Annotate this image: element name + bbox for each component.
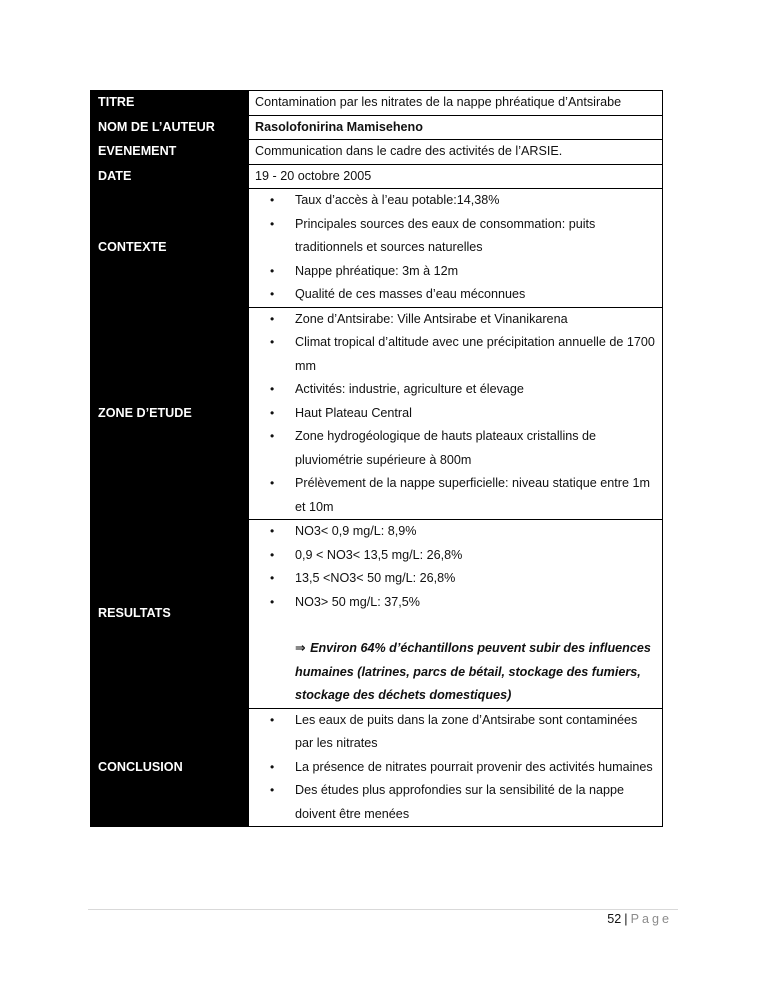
bullet-icon: • [270, 263, 275, 278]
value-contexte [249, 189, 663, 308]
list-item: • Des études plus approfondies sur la sensibilité de la nappe doivent être menées [295, 779, 656, 826]
row-contexte [91, 189, 663, 308]
bullet-icon: • [270, 287, 275, 301]
footer-separator: | [624, 912, 628, 926]
list-item: • Nappe phréatique: 3m à 12m [295, 260, 656, 284]
row-evenement [91, 140, 663, 165]
bullet-icon: • [270, 712, 275, 727]
row-titre [91, 91, 663, 116]
value-date: 19 - 20 octobre 2005 [249, 164, 663, 189]
row-date [91, 164, 663, 189]
list-item: • Taux d’accès à l’eau potable:14,38% [295, 189, 656, 213]
page-number: 52 [607, 912, 622, 926]
bullet-icon: • [270, 759, 275, 774]
bullet-icon: • [270, 382, 275, 396]
zone-list [249, 308, 662, 520]
bullet-icon: • [270, 216, 275, 231]
label-date: DATE [91, 164, 249, 189]
list-item: • NO3> 50 mg/L: 37,5% [295, 591, 656, 615]
page-label: Page [630, 912, 672, 926]
resultats-list [249, 520, 662, 614]
list-item: • Prélèvement de la nappe superficielle: niveau statique entre 1m et 10m [295, 472, 656, 519]
list-item: • Zone hydrogéologique de hauts plateaux cristallins de pluviométrie supérieure à 800m [295, 425, 656, 472]
bullet-icon: • [270, 571, 275, 585]
footer-divider [88, 909, 678, 910]
list-item: • La présence de nitrates pourrait provenir des activités humaines [295, 756, 656, 780]
bullet-icon: • [270, 783, 275, 797]
result-note-text: Environ 64% d’échantillons peuvent subir des influences humaines (latrines, parcs de bétail, stockage des fumiers, stockage des déchets domestiques) [295, 641, 651, 702]
arrow-right-icon: ⇒ [295, 641, 306, 655]
value-resultats [249, 520, 663, 709]
value-conclusion [249, 708, 663, 827]
value-auteur: Rasolofonirina Mamiseheno [249, 115, 663, 140]
row-resultats [91, 520, 663, 709]
label-evenement: EVENEMENT [91, 140, 249, 165]
list-item: • Activités: industrie, agriculture et élevage [295, 378, 656, 402]
bullet-icon: • [270, 193, 275, 207]
row-auteur [91, 115, 663, 140]
value-zone-etude [249, 307, 663, 520]
label-titre: TITRE [91, 91, 249, 116]
label-resultats: RESULTATS [91, 520, 249, 709]
list-item: • Haut Plateau Central [295, 402, 656, 426]
list-item: • NO3< 0,9 mg/L: 8,9% [295, 520, 656, 544]
bullet-icon: • [270, 524, 275, 538]
row-conclusion [91, 708, 663, 827]
bullet-icon: • [270, 429, 275, 443]
list-item: • Qualité de ces masses d’eau méconnues [295, 283, 656, 307]
bullet-icon: • [270, 405, 275, 420]
result-conclusion-note [249, 614, 662, 708]
value-titre: Contamination par les nitrates de la nappe phréatique d’Antsirabe [249, 91, 663, 116]
bullet-icon: • [270, 547, 275, 562]
list-item: • 13,5 <NO3< 50 mg/L: 26,8% [295, 567, 656, 591]
page-footer [607, 912, 672, 926]
contexte-list [249, 189, 662, 307]
bullet-icon: • [270, 594, 275, 609]
list-item: • 0,9 < NO3< 13,5 mg/L: 26,8% [295, 544, 656, 568]
row-zone-etude [91, 307, 663, 520]
label-contexte: CONTEXTE [91, 189, 249, 308]
conclusion-list [249, 709, 662, 827]
value-evenement: Communication dans le cadre des activités de l’ARSIE. [249, 140, 663, 165]
label-conclusion: CONCLUSION [91, 708, 249, 827]
list-item: • Les eaux de puits dans la zone d’Antsirabe sont contaminées par les nitrates [295, 709, 656, 756]
list-item: • Climat tropical d’altitude avec une précipitation annuelle de 1700 mm [295, 331, 656, 378]
label-auteur: NOM DE L’AUTEUR [91, 115, 249, 140]
bullet-icon: • [270, 311, 275, 326]
list-item: • Zone d’Antsirabe: Ville Antsirabe et Vinanikarena [295, 308, 656, 332]
bullet-icon: • [270, 476, 275, 490]
bullet-icon: • [270, 335, 275, 349]
label-zone-etude: ZONE D’ETUDE [91, 307, 249, 520]
list-item: • Principales sources des eaux de consommation: puits traditionnels et sources naturelles [295, 213, 656, 260]
summary-table [90, 90, 663, 827]
